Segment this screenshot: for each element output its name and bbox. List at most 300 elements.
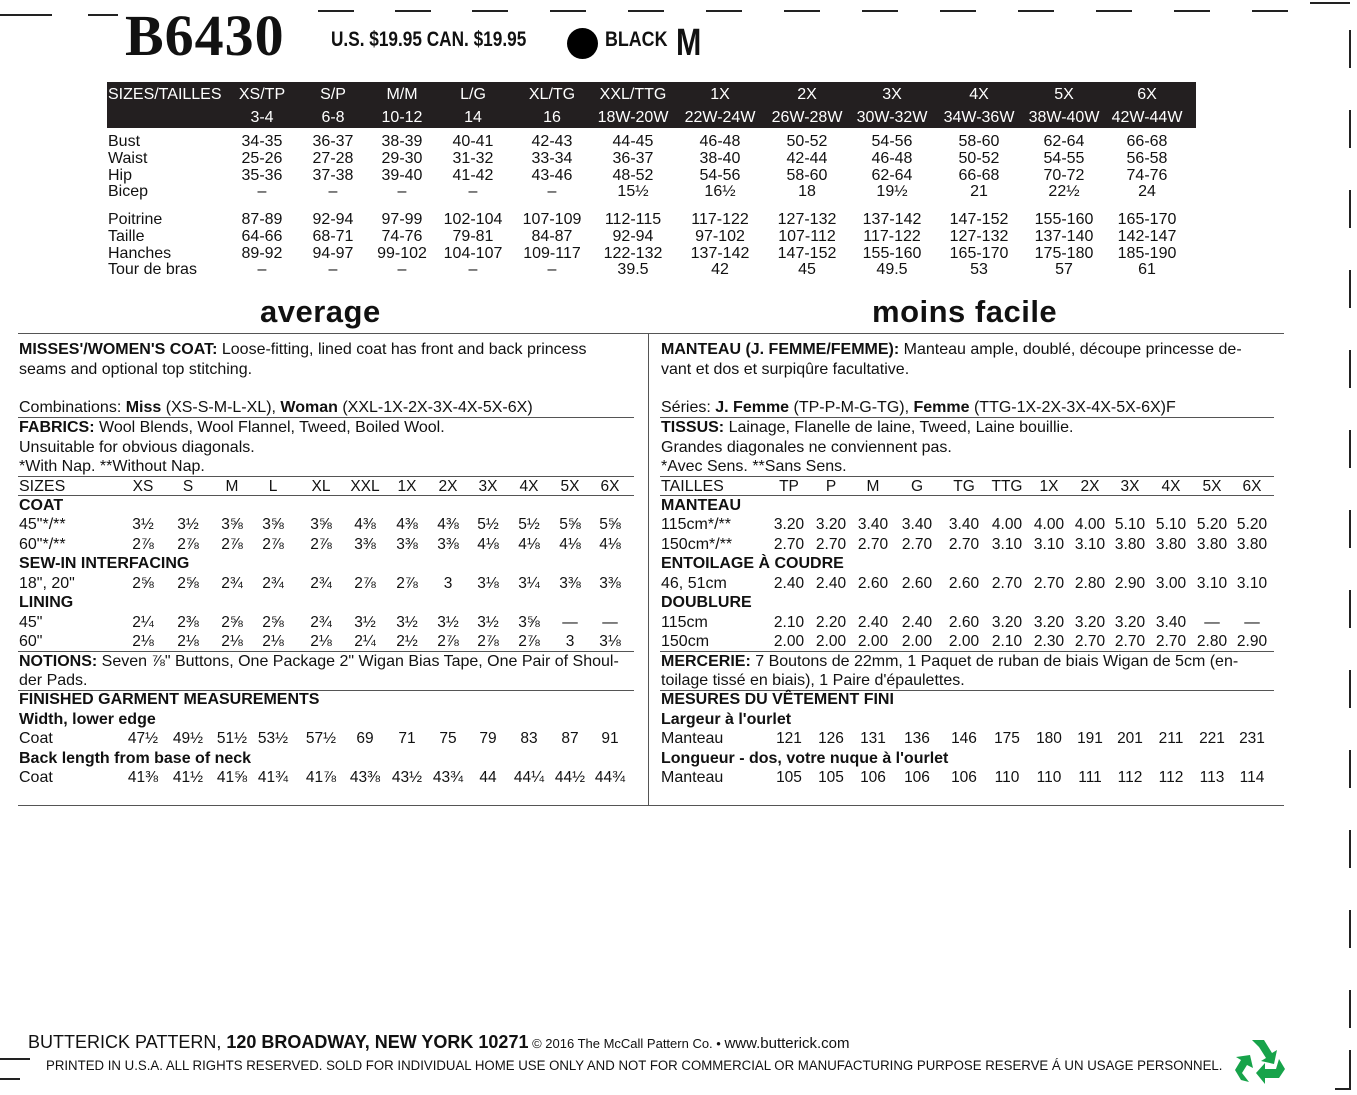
measurement-cell: 180 [1036,730,1062,747]
measurement-cell: 107-109 [522,211,582,228]
measurement-cell: 87 [561,730,579,747]
measurement-cell: 27-28 [312,149,354,167]
yardage-cell: 2.70 [773,536,805,553]
size-header-cell: 4X [969,86,989,103]
measurement-cell: 97-102 [695,227,745,245]
yardage-cell: 2⅞ [262,536,284,553]
measurement-cell: 25-26 [241,149,283,167]
cut-line [0,14,52,16]
measurement-cell: 114 [1239,769,1265,786]
yardage-cell: 3⅜ [437,536,459,553]
size-header-cell: 1X [710,86,730,103]
size-header-cell: 2X [797,86,817,103]
yardage-cell: 3.80 [1196,536,1228,553]
coat-115-label: 115cm*/** [661,516,731,533]
color-swatch [567,28,598,59]
cut-line [395,10,431,12]
yardage-cell: 2¾ [262,575,284,592]
measurement-cell: 89-92 [241,244,283,262]
yardage-cell: 2.70 [1155,633,1187,650]
measurement-cell: 61 [1138,261,1156,279]
yardage-cell: 3.20 [815,516,847,533]
measurement-cell: – [257,261,267,279]
yardage-cell: 3.10 [1196,575,1228,592]
measurement-cell: 87-89 [241,211,283,228]
yardage-cell: 2.80 [1196,633,1228,650]
description-en: MISSES'/WOMEN'S COAT: Loose-fitting, lined coat has front and back princess [19,341,587,358]
difficulty-fr: moins facile [872,294,1058,329]
yardage-cell: 2¾ [221,575,243,592]
website-link[interactable]: www.butterick.com [724,1035,850,1052]
yardage-cell: 3.40 [948,516,980,533]
size-range-label: M [676,22,702,64]
coat-title-en: COAT [19,497,64,514]
finished-title-fr: MESURES DU VÊTEMENT FINI [661,691,894,708]
measurement-cell: 35-36 [241,166,283,184]
yardage-cell: 4⅛ [518,536,540,553]
cut-line [1349,590,1351,628]
yardage-cell: 3⅜ [396,536,418,553]
measurement-cell: – [547,261,557,279]
yardage-cell: 2⅜ [177,614,199,631]
yardage-cell: 2.60 [948,614,980,631]
yardage-cell: 3⅝ [518,614,540,631]
yardage-cell: 3.40 [1155,614,1187,631]
width-label-en: Coat [19,730,53,747]
measurement-cell: 110 [994,769,1020,786]
yardage-cell: 2.00 [901,633,933,650]
measurement-cell: 41¾ [257,769,289,786]
measurement-cell: 121 [776,730,802,747]
yardage-cell: 2.30 [1033,633,1065,650]
measurement-cell: 49.5 [876,261,908,279]
measurement-cell: 57 [1055,261,1073,279]
measurement-cell: 147-152 [777,244,837,262]
measurement-cell: – [328,183,338,201]
measurement-cell: 105 [818,769,844,786]
size-number-cell: 10-12 [381,109,423,126]
section-divider [18,805,1284,806]
size-header-cell: 2X [438,478,458,495]
yardage-cell: 2½ [396,633,418,650]
yardage-cell: 2.40 [773,575,805,592]
description-en-cont: seams and optional top stitching. [19,361,253,378]
fabrics-en: FABRICS: Wool Blends, Wool Flannel, Tweed, Boiled Wool. [19,419,445,436]
yardage-cell: 2¾ [310,575,332,592]
measurement-cell: 38-39 [381,133,423,150]
measurement-cell: 92-94 [612,227,654,245]
measurement-cell: 105 [776,769,802,786]
size-header-cell: 3X [478,478,498,495]
yardage-cell: 2.70 [901,536,933,553]
description-fr-cont: vant et dos et surpiqûre facultative. [661,361,910,378]
size-header-cell: XXL/TTG [599,86,667,103]
cut-line [1174,10,1210,12]
yardage-cell: 4⅛ [599,536,621,553]
notions-en-cont: der Pads. [19,672,88,689]
cut-line [940,10,976,12]
size-header-cell: S/P [320,86,346,103]
notions-en: NOTIONS: Seven ⅞" Buttons, One Package 2" Wigan Bias Tape, One Pair of Shoul- [19,653,619,670]
measurement-cell: 231 [1239,730,1265,747]
difficulty-en: average [260,294,381,329]
yardage-cell: 2⅛ [262,633,284,650]
measurement-cell: 36-37 [312,133,354,150]
yardage-cell: 3.10 [1236,575,1268,592]
cut-line [1349,990,1351,1028]
section-divider [18,333,1284,334]
measurement-cell: – [547,183,557,201]
measurement-cell: – [328,261,338,279]
measurement-cell: 68-71 [312,227,354,245]
size-header-cell: 4X [1161,478,1181,495]
measurement-cell: 111 [1078,769,1102,786]
yardage-cell: 2⅞ [310,536,332,553]
yardage-cell: 2.70 [991,575,1023,592]
size-header-cell: 6X [1137,86,1157,103]
measurement-cell: 48-52 [612,166,654,184]
size-header-cell: S [182,478,194,495]
yardage-cell: 2⅞ [354,575,376,592]
coat-150-label: 150cm*/** [661,536,733,553]
measurement-label: Taille [108,227,145,245]
yardage-cell: 4⅛ [559,536,581,553]
measurement-cell: 185-190 [1117,244,1177,262]
measurement-cell: 107-112 [778,227,836,245]
measurement-cell: 146 [951,730,977,747]
yardage-cell: 3½ [177,516,199,533]
yardage-cell: 2.90 [1236,633,1268,650]
size-header-cell: 1X [1039,478,1059,495]
size-header-cell: 5X [560,478,580,495]
yardage-cell: 2.10 [991,633,1023,650]
measurement-cell: 49½ [172,730,204,747]
cut-line [1096,10,1132,12]
yardage-cell: 2¼ [132,614,154,631]
measurement-label: Hanches [108,244,172,262]
size-header-cell: TP [779,478,799,495]
unsuitable-fr: Grandes diagonales ne conviennent pas. [661,439,952,456]
cut-line [1349,670,1351,708]
yardage-cell: — [1204,614,1220,631]
width-title-en: Width, lower edge [19,711,156,728]
measurement-cell: 117-122 [863,227,921,245]
coat-45-label: 45"*/** [19,516,66,533]
measurement-cell: 53 [970,261,988,279]
measurement-cell: 99-102 [377,244,427,262]
measurement-cell: 58-60 [958,133,1000,150]
cut-line [1349,1050,1351,1088]
yardage-cell: 3.10 [991,536,1023,553]
measurement-cell: 74-76 [1126,166,1168,184]
yardage-cell: 2⅛ [132,633,154,650]
yardage-cell: 3.80 [1114,536,1146,553]
size-header-cell: G [910,478,924,495]
yardage-cell: 3.20 [773,516,805,533]
measurement-cell: 42-43 [531,133,573,150]
size-header-cell: L [268,478,278,495]
cut-line [88,14,118,16]
recycle-icon [1232,1036,1288,1086]
measurement-cell: 66-68 [958,166,1000,184]
cut-line [1349,350,1351,388]
measurement-cell: 110 [1036,769,1062,786]
yardage-cell: 4⅛ [477,536,499,553]
yardage-cell: 5½ [477,516,499,533]
size-number-cell: 26W-28W [771,109,843,126]
interfacing-title-en: SEW-IN INTERFACING [19,555,190,572]
measurement-cell: 21 [970,183,988,201]
yardage-cell: 3.40 [901,516,933,533]
measurement-cell: 106 [951,769,977,786]
yardage-cell: 3.20 [1074,614,1106,631]
fabrics-fr: TISSUS: Lainage, Flanelle de laine, Tweed, Laine bouillie. [661,419,1074,436]
cut-line [784,10,820,12]
length-title-fr: Longueur - dos, votre nuque à l'ourlet [661,750,949,767]
cut-line [1018,10,1054,12]
sizes-label-en: SIZES [19,478,66,495]
measurement-cell: 127-132 [949,227,1009,245]
measurement-cell: 147-152 [949,211,1009,228]
measurement-cell: 54-56 [871,133,913,150]
measurement-cell: 75 [439,730,457,747]
yardage-cell: 2⅝ [221,614,243,631]
measurement-cell: 54-56 [699,166,741,184]
notions-fr: MERCERIE: 7 Boutons de 22mm, 1 Paquet de ruban de biais Wigan de 5cm (en- [661,653,1239,670]
yardage-cell: 2.70 [857,536,889,553]
notions-fr-cont: toilage tissé en biais), 1 Paire d'épaulettes. [661,672,965,689]
measurement-cell: 71 [398,730,416,747]
measurement-cell: 43¾ [432,769,464,786]
measurement-cell: 112-115 [604,211,662,228]
yardage-cell: 2.90 [1114,575,1146,592]
yardage-cell: 3⅜ [559,575,581,592]
measurement-cell: 165-170 [949,244,1009,262]
measurement-cell: 18 [798,183,816,201]
measurement-cell: 137-142 [862,211,922,228]
measurement-cell: 38-40 [699,149,741,167]
yardage-cell: 2.60 [857,575,889,592]
yardage-cell: 4.00 [1033,516,1065,533]
measurement-cell: 44-45 [612,133,654,150]
measurement-cell: 36-37 [612,149,654,167]
yardage-cell: 2.00 [857,633,889,650]
combinations-en: Combinations: Miss (XS-S-M-L-XL), Woman (XXL-1X-2X-3X-4X-5X-6X) [19,399,533,416]
measurement-cell: 91 [601,730,619,747]
measurement-label: Bust [108,133,141,150]
yardage-cell: 2⅝ [132,575,154,592]
yardage-cell: 5.20 [1196,516,1228,533]
measurement-cell: 39.5 [617,261,649,279]
cut-line [1252,10,1288,12]
measurement-cell: 22½ [1048,183,1080,201]
size-number-cell: 34W-36W [943,109,1015,126]
yardage-cell: 4⅜ [437,516,459,533]
measurement-cell: 37-38 [312,166,354,184]
measurement-cell: 39-40 [381,166,423,184]
measurement-cell: 137-142 [690,244,750,262]
size-header-cell: TG [953,478,975,495]
size-number-cell: 18W-20W [597,109,669,126]
measurement-cell: 41½ [172,769,204,786]
measurement-cell: 56-58 [1126,149,1168,167]
size-header-cell: M [225,478,239,495]
measurement-cell: 46-48 [871,149,913,167]
yardage-cell: 5.10 [1155,516,1187,533]
yardage-cell: 2⅞ [518,633,540,650]
yardage-cell: 3⅝ [310,516,332,533]
measurement-cell: 44¾ [594,769,626,786]
pattern-number: B6430 [125,3,285,68]
measurement-cell: 34-35 [241,133,283,150]
measurement-cell: 62-64 [1043,133,1085,150]
yardage-cell: 3½ [437,614,459,631]
size-table-title: SIZES/TAILLES [108,86,222,103]
size-header-cell: 5X [1054,86,1074,103]
length-label-fr: Manteau [661,769,724,786]
yardage-cell: 2.20 [815,614,847,631]
measurement-cell: 104-107 [443,244,503,262]
size-number-cell: 3-4 [250,109,274,126]
yardage-cell: 2.80 [1074,575,1106,592]
measurement-cell: 29-30 [381,149,423,167]
size-header-cell: XS [132,478,154,495]
cut-line [628,10,664,12]
cut-line [862,10,898,12]
lining-title-en: LINING [19,594,74,611]
interfacing-label-fr: 46, 51cm [661,575,727,592]
measurement-cell: 15½ [617,183,649,201]
measurement-cell: 102-104 [443,211,503,228]
measurement-cell: 201 [1117,730,1143,747]
yardage-cell: 3½ [477,614,499,631]
yardage-cell: 3½ [132,516,154,533]
measurement-cell: 165-170 [1117,211,1177,228]
size-header-cell: L/G [460,86,486,103]
combinations-fr: Séries: J. Femme (TP-P-M-G-TG), Femme (TTG-1X-2X-3X-4X-5X-6X)F [661,399,1176,416]
measurement-label: Hip [108,166,133,184]
measurement-cell: 41-42 [452,166,494,184]
yardage-cell: 3 [443,575,453,592]
measurement-cell: 175 [994,730,1020,747]
measurement-label: Poitrine [108,211,163,228]
yardage-cell: 3.00 [1155,575,1187,592]
yardage-cell: 3⅜ [354,536,376,553]
measurement-cell: 44¼ [513,769,545,786]
measurement-cell: 50-52 [786,133,828,150]
yardage-cell: 2.70 [815,536,847,553]
size-header-cell: M/M [386,86,418,103]
measurement-cell: 112 [1117,769,1143,786]
measurement-label: Tour de bras [108,261,197,279]
measurement-cell: 69 [356,730,374,747]
measurement-cell: 79 [479,730,497,747]
yardage-cell: 2⅞ [221,536,243,553]
sizes-label-fr: TAILLES [661,478,724,495]
yardage-cell: 2⅞ [132,536,154,553]
yardage-cell: 2.70 [1114,633,1146,650]
measurement-cell: 16½ [704,183,736,201]
size-header-cell: 3X [1120,478,1140,495]
measurement-cell: 106 [904,769,930,786]
measurement-cell: 106 [860,769,886,786]
measurement-cell: 40-41 [452,133,494,150]
size-number-cell: 14 [464,109,482,126]
size-header-cell: 3X [882,86,902,103]
measurement-cell: 211 [1158,730,1184,747]
cut-line [1349,430,1351,468]
measurement-cell: 33-34 [531,149,573,167]
footer-address: BUTTERICK PATTERN, 120 BROADWAY, NEW YORK 10271 © 2016 The McCall Pattern Co. • www.butterick.com [28,1032,850,1052]
measurement-cell: 97-99 [381,211,423,228]
yardage-cell: 3.80 [1236,536,1268,553]
yardage-cell: 2⅝ [177,575,199,592]
measurement-cell: 127-132 [777,211,837,228]
yardage-cell: 4⅜ [354,516,376,533]
yardage-cell: 3.10 [1074,536,1106,553]
size-header-cell: XS/TP [238,86,286,103]
coat-title-fr: MANTEAU [661,497,741,514]
measurement-cell: – [397,261,407,279]
measurement-cell: 43⅜ [349,769,381,786]
yardage-cell: 2⅝ [262,614,284,631]
measurement-cell: 126 [818,730,844,747]
unsuitable-en: Unsuitable for obvious diagonals. [19,439,255,456]
lining-45-label: 45" [19,614,43,631]
yardage-cell: 5.10 [1114,516,1146,533]
yardage-cell: 2⅞ [477,633,499,650]
yardage-cell: 5½ [518,516,540,533]
measurement-cell: 53½ [257,730,289,747]
measurement-cell: 51½ [216,730,248,747]
yardage-cell: 3⅛ [477,575,499,592]
size-header-cell: 2X [1080,478,1100,495]
yardage-cell: 2.10 [773,614,805,631]
lining-150-label: 150cm [661,633,710,650]
yardage-cell: 2.70 [1033,575,1065,592]
interfacing-label-en: 18", 20" [19,575,75,592]
cut-line [1349,830,1351,868]
measurement-cell: 142-147 [1117,227,1177,245]
yardage-cell: 2¾ [310,614,332,631]
measurement-cell: 83 [520,730,538,747]
yardage-cell: 2⅛ [177,633,199,650]
length-label-en: Coat [19,769,53,786]
size-header-cell: 5X [1202,478,1222,495]
cut-line [1349,510,1351,548]
yardage-cell: 2⅞ [396,575,418,592]
cut-line [1349,190,1351,228]
yardage-cell: 2⅞ [437,633,459,650]
measurement-cell: 58-60 [786,166,828,184]
measurement-label: Waist [108,149,148,167]
measurement-cell: 47½ [127,730,159,747]
width-title-fr: Largeur à l'ourlet [661,711,792,728]
yardage-cell: 5⅝ [559,516,581,533]
yardage-cell: 5⅝ [599,516,621,533]
measurement-cell: 54-55 [1043,149,1085,167]
yardage-cell: 3.20 [1033,614,1065,631]
measurement-cell: 136 [904,730,930,747]
measurement-cell: 62-64 [871,166,913,184]
measurement-cell: 42-44 [786,149,828,167]
cut-line [1349,750,1351,788]
yardage-cell: 3 [565,633,575,650]
measurement-cell: 43½ [391,769,423,786]
yardage-cell: 4⅜ [396,516,418,533]
yardage-cell: 5.20 [1236,516,1268,533]
measurement-cell: 137-140 [1034,227,1094,245]
